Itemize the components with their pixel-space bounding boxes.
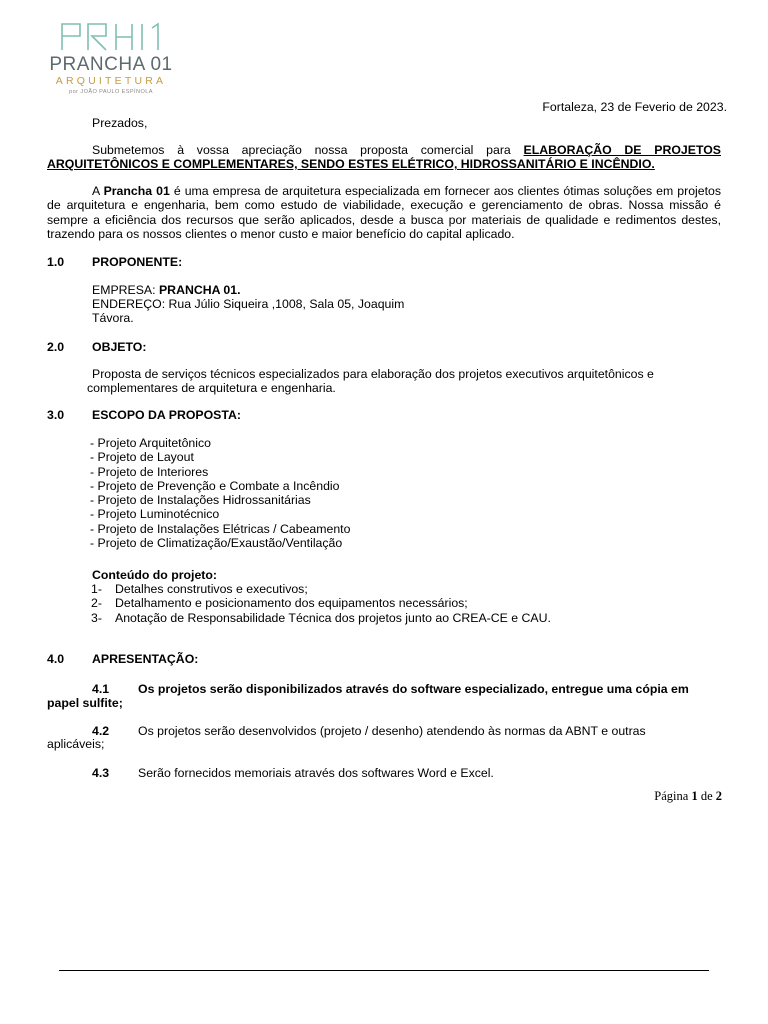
section-1-title: PROPONENTE: (92, 255, 183, 269)
item-4-2-continuation: aplicáveis; (47, 737, 105, 751)
current-page: 1 (691, 789, 698, 803)
list-item: - Projeto Luminotécnico (90, 507, 220, 522)
item-4-3-number: 4.3 (92, 766, 110, 780)
section-2-number: 2.0 (47, 340, 65, 354)
company-logo (46, 14, 176, 102)
item-4-3-text: Serão fornecidos memoriais através dos softwares Word e Excel. (138, 766, 494, 780)
date-line: Fortaleza, 23 de Feverio de 2023. (542, 100, 727, 114)
section-4-title: APRESENTAÇÃO: (92, 652, 199, 666)
item-4-1-text: Os projetos serão disponibilizados através do software especializado, entregue uma cópia em (138, 682, 689, 696)
page-number (654, 789, 722, 804)
address-line-2: Távora. (92, 311, 134, 325)
section-1-number: 1.0 (47, 255, 65, 269)
item-4-2-number: 4.2 (92, 724, 110, 738)
scope-list (90, 436, 350, 550)
list-item: - Projeto de Instalações Hidrossanitárias (90, 493, 311, 508)
about-company: Prancha 01 (103, 184, 170, 198)
item-4-1-continuation: papel sulfite; (47, 696, 123, 710)
object-line-1: Proposta de serviços técnicos especializados para elaboração dos projetos executivos arquitetônicos e (92, 367, 654, 381)
list-item: - Projeto de Layout (90, 450, 194, 465)
section-3-title: ESCOPO DA PROPOSTA: (92, 408, 241, 422)
section-4-number: 4.0 (47, 652, 65, 666)
company-value: PRANCHA 01. (158, 283, 241, 297)
greeting: Prezados, (92, 116, 148, 130)
of-word: de (700, 789, 713, 803)
address-line-1: ENDEREÇO: Rua Júlio Siqueira ,1008, Sala 05, Joaquim (92, 297, 405, 311)
about-prefix: A (92, 184, 100, 198)
logo-mark-icon (58, 20, 164, 54)
footer-rule (59, 970, 709, 971)
list-item (91, 582, 551, 596)
item-4-2-text: Os projetos serão desenvolvidos (projeto / desenho) atendendo às normas da ABNT e outras (138, 724, 646, 738)
list-item (91, 596, 551, 610)
logo-name: PRANCHA 01 (49, 54, 173, 75)
item-4-1-number: 4.1 (92, 682, 110, 696)
list-item-number: 1- (91, 582, 102, 596)
logo-subtitle: ARQUITETURA (55, 75, 167, 87)
list-item (91, 611, 551, 625)
company-line (92, 283, 241, 297)
list-item: - Projeto Arquitetônico (90, 436, 211, 450)
page-word: Página (654, 789, 689, 803)
content-list (91, 582, 551, 625)
section-2-title: OBJETO: (92, 340, 147, 354)
object-line-2: complementares de arquitetura e engenharia. (87, 381, 336, 395)
about-text: é uma empresa de arquitetura especializada em fornecer aos clientes ótimas soluções em projetos de arquitetura e engenharia, bem como estudo de viabilidade, execução e gerenciamento de obras. Nossa missão é sempre a eficiência dos recursos que serão aplicados, desde a busca por materiais de qualidade e redimentos destes, trazendo para os nossos clientes o menor custo e maior benefício do capital aplicado. (47, 184, 722, 241)
company-label: EMPRESA: (92, 283, 156, 297)
list-item: - Projeto de Prevenção e Combate a Incêndio (90, 478, 340, 493)
list-item: - Projeto de Instalações Elétricas / Cabeamento (90, 521, 351, 536)
list-item: - Projeto de Interiores (90, 464, 209, 479)
list-item: - Projeto de Climatização/Exaustão/Ventilação (90, 536, 343, 551)
intro-highlight: ELABORAÇÃO DE PROJETOS ARQUITETÔNICOS E COMPLEMENTARES, SENDO ESTES ELÉTRICO, HIDROSSANITÁRIO E INCÊNDIO. (47, 143, 721, 172)
list-item-text: Anotação de Responsabilidade Técnica dos projetos junto ao CREA-CE e CAU. (115, 610, 551, 625)
list-item-number: 2- (91, 596, 102, 611)
intro-paragraph (47, 143, 721, 172)
logo-author: por JOÃO PAULO ESPÍNOLA (69, 89, 153, 95)
list-item-text: Detalhamento e posicionamento dos equipamentos necessários; (115, 596, 468, 611)
section-3-number: 3.0 (47, 408, 65, 422)
total-pages: 2 (715, 789, 722, 803)
intro-text: Submetemos à vossa apreciação nossa proposta comercial para (92, 143, 511, 157)
list-item-number: 3- (91, 610, 102, 625)
content-title: Conteúdo do projeto: (92, 568, 217, 582)
list-item-text: Detalhes construtivos e executivos; (115, 582, 308, 596)
about-paragraph (47, 184, 721, 241)
